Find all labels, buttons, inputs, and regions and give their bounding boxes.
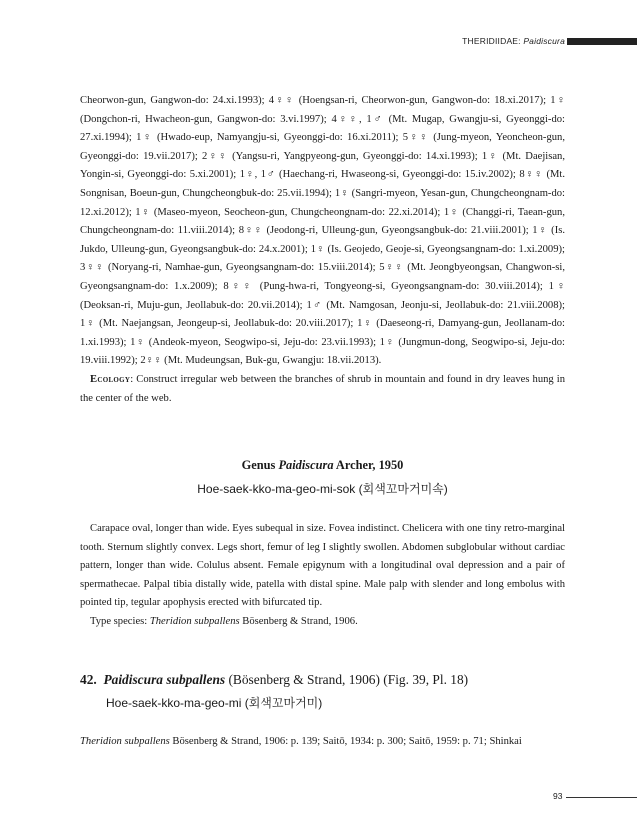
synonymy: [80, 733, 565, 752]
species-heading: [80, 672, 565, 688]
species-name: Paidiscura subpallens: [103, 672, 226, 687]
records-section: [80, 92, 565, 408]
genus-heading: [80, 458, 565, 473]
genus-prefix: Genus: [241, 458, 279, 472]
synonymy-name: Theridion subpallens: [80, 736, 170, 747]
synonymy-text: Bösenberg & Strand, 1906: p. 139; Saitō, 1934: p. 300; Saitō, 1959: p. 71; Shinkai: [169, 736, 522, 747]
ecology-label: Ecology: [90, 373, 131, 385]
ecology-text: : Construct irregular web between the branches of shrub in mountain and found in dry leaves hung in the center of the web.: [80, 373, 565, 404]
footer-rule: [566, 797, 637, 798]
header-genus: Paidiscura: [523, 36, 565, 46]
genus-section: [80, 520, 565, 632]
species-korean-name: Hoe-saek-kko-ma-geo-mi (회색꼬마거미): [106, 696, 323, 710]
type-species-label: Type species:: [90, 615, 150, 627]
type-species-name: Theridion subpallens: [149, 615, 240, 627]
genus-name: Paidiscura: [278, 458, 334, 472]
header-family: THERIDIIDAE:: [462, 36, 521, 46]
running-header: [0, 36, 637, 50]
species-number: 42.: [80, 672, 97, 687]
genus-author: Archer, 1950: [333, 458, 404, 472]
header-bar: [567, 38, 637, 45]
genus-description: Carapace oval, longer than wide. Eyes subequal in size. Fovea indistinct. Chelicera with one tiny retro-marginal tooth. Sternum slightly convex. Legs short, femur of leg I slightly swollen. Abdomen subglobular without cardiac pattern, longer than wide. Colulus absent. Female epigynum with a longitudinal oval depression and a pair of spermathecae. Palpal tibia distally wide, patella with distal spine. Male palp with slender and long embolus with pointed tip, tegular apophysis erected with bifurcated tip.: [80, 523, 565, 609]
ecology-paragraph: [80, 371, 565, 408]
type-species-author: Bösenberg & Strand, 1906.: [239, 615, 358, 627]
running-header-text: [462, 36, 565, 46]
page-number: 93: [553, 791, 563, 801]
species-author: (Bösenberg & Strand, 1906) (Fig. 39, Pl. 18): [225, 672, 469, 687]
genus-korean-name: Hoe-saek-kko-ma-geo-mi-sok (회색꼬마거미속): [197, 482, 448, 496]
type-species-line: [80, 613, 565, 632]
page-footer: [0, 791, 637, 803]
specimen-records: Cheorwon-gun, Gangwon-do: 24.xi.1993); 4♀♀ (Hoengsan-ri, Cheorwon-gun, Gangwon-do: 18.xi.2017); 1♀ (Dongchon-ri, Hwacheon-gun, Gangwon-do: 3.vi.1997); 4♀♀, 1♂ (Mt. Mugap, Gwangju-si, Gyeonggi-do: 27.xi.1994); 1♀ (Hwado-eup, Namyangju-si, Gyeonggi-do: 16.xi.2011); 5♀♀ (Jung-myeon, Yeoncheon-gun, Gyeonggi-do: 19.vii.2017); 2♀♀ (Yangsu-ri, Yangpyeong-gun, Gyeonggi-do: 14.xi.1993); 1♀ (Mt. Daejisan, Yongin-si, Gyeonggi-do: 5.xi.2001); 1♀, 1♂ (Haechang-ri, Hwaseong-si, Gyeonggi-do: 15.iv.2002); 8♀♀ (Mt. Songnisan, Boeun-gun, Chungcheongbuk-do: 25.vii.1994); 1♀ (Sangri-myeon, Yesan-gun, Chungcheongnam-do: 12.xi.2012); 1♀ (Maseo-myeon, Seocheon-gun, Chungcheongnam-do: 22.xi.2014); 1♀ (Changgi-ri, Taean-gun, Chungcheongnam-do: 11.viii.2014); 8♀♀ (Jeodong-ri, Ulleung-gun, Gyeongsangbuk-do: 21.viii.2001); 1♀ (Is. Jukdo, Ulleung-gun, Gyeongsangbuk-do: 24.x.2001); 1♀ (Is. Geojedo, Geoje-si, Gyeongsangnam-do: 1.xi.2009); 3♀♀ (Noryang-ri, Namhae-gun, Gyeongsangnam-do: 15.viii.2014); 5♀♀ (Mt. Jeongbyeongsan, Changwon-si, Gyeongsangnam-do: 1.x.2009); 8♀♀ (Pung-hwa-ri, Tongyeong-si, Gyeongsangnam-do: 30.viii.2014); 1♀ (Deoksan-ri, Muju-gun, Jeollabuk-do: 20.vii.2014); 1♂ (Mt. Namgosan, Jeonju-si, Jeollabuk-do: 21.viii.2008); 1♀ (Mt. Naejangsan, Jeongeup-si, Jeollabuk-do: 20.viii.2017); 1♀ (Daeseong-ri, Damyang-gun, Jeollanam-do: 1.xi.1993); 1♀ (Andeok-myeon, Seogwipo-si, Jeju-do: 23.vii.1993); 1♀ (Jungmun-dong, Seogwipo-si, Jeju-do: 19.viii.1992); 2♀♀ (Mt. Mudeungsan, Buk-gu, Gwangju: 18.vii.2013).: [80, 95, 565, 367]
